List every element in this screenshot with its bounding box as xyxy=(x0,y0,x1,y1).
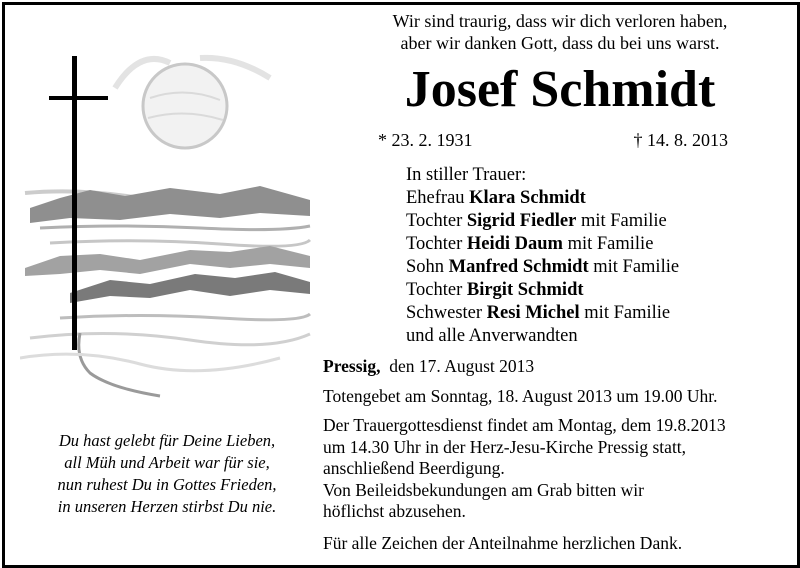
condolence-line: Von Beileidsbekundungen am Grab bitten wir xyxy=(323,479,644,500)
life-dates xyxy=(378,130,728,154)
poem-line: Du hast gelebt für Deine Lieben, xyxy=(58,431,276,450)
mourner-relation: Ehefrau xyxy=(406,188,465,208)
mourner-relation: Tochter xyxy=(406,234,463,254)
mourner-name: Klara Schmidt xyxy=(469,188,586,208)
mourner-relation: Tochter xyxy=(406,280,463,300)
mourner-row xyxy=(406,256,786,279)
mourner-suffix: mit Familie xyxy=(593,257,680,277)
mourner-name: Sigrid Fiedler xyxy=(466,211,577,231)
poem-line: in unseren Herzen stirbst Du nie. xyxy=(57,497,277,516)
mourner-relation: Schwester xyxy=(406,303,483,323)
mourner-row xyxy=(406,302,786,325)
poem-line: all Müh und Arbeit war für sie, xyxy=(64,453,270,472)
mourner-row xyxy=(406,233,786,256)
mourner-name: Birgit Schmidt xyxy=(466,280,584,300)
mourner-row xyxy=(406,279,786,302)
mourner-suffix: mit Familie xyxy=(584,303,671,323)
mourner-suffix: mit Familie xyxy=(580,211,667,231)
prayer-line: Totengebet am Sonntag, 18. August 2013 um 19.00 Uhr. xyxy=(323,385,718,406)
service-info xyxy=(323,356,793,554)
intro-line: aber wir danken Gott, dass du bei uns warst. xyxy=(400,33,720,53)
birth-date: * 23. 2. 1931 xyxy=(378,130,473,150)
death-date: † 14. 8. 2013 xyxy=(633,130,728,150)
mourner-row xyxy=(406,210,786,233)
memorial-illustration xyxy=(20,28,320,403)
mourners-header: In stiller Trauer: xyxy=(406,165,527,185)
condolence-line: höflichst abzusehen. xyxy=(323,501,466,521)
mourner-suffix: mit Familie xyxy=(567,234,654,254)
mourner-name: Heidi Daum xyxy=(466,234,563,254)
place-date-line xyxy=(323,356,793,378)
mourners-list xyxy=(406,164,786,348)
thanks-line: Für alle Zeichen der Anteilnahme herzlichen Dank. xyxy=(323,532,683,553)
mourners-footer: und alle Anverwandten xyxy=(406,326,578,346)
deceased-name: Josef Schmidt xyxy=(404,61,716,118)
mourner-row xyxy=(406,187,786,210)
mourner-relation: Tochter xyxy=(406,211,463,231)
poem-line: nun ruhest Du in Gottes Frieden, xyxy=(57,475,277,494)
service-line: Der Trauergottesdienst findet am Montag, dem 19.8.2013 xyxy=(323,415,726,435)
intro-line: Wir sind traurig, dass wir dich verloren haben, xyxy=(392,11,728,31)
mourner-name: Resi Michel xyxy=(486,303,580,323)
memorial-poem xyxy=(22,430,312,518)
sun-icon xyxy=(143,64,227,148)
place: Pressig, xyxy=(323,356,381,376)
mourner-relation: Sohn xyxy=(406,257,445,277)
service-line: anschließend Beerdigung. xyxy=(323,458,505,478)
service-line: um 14.30 Uhr in der Herz-Jesu-Kirche Pressig statt, xyxy=(323,436,687,457)
intro-verse xyxy=(340,10,780,54)
date-line: den 17. August 2013 xyxy=(389,356,535,376)
mourner-name: Manfred Schmidt xyxy=(448,257,589,277)
